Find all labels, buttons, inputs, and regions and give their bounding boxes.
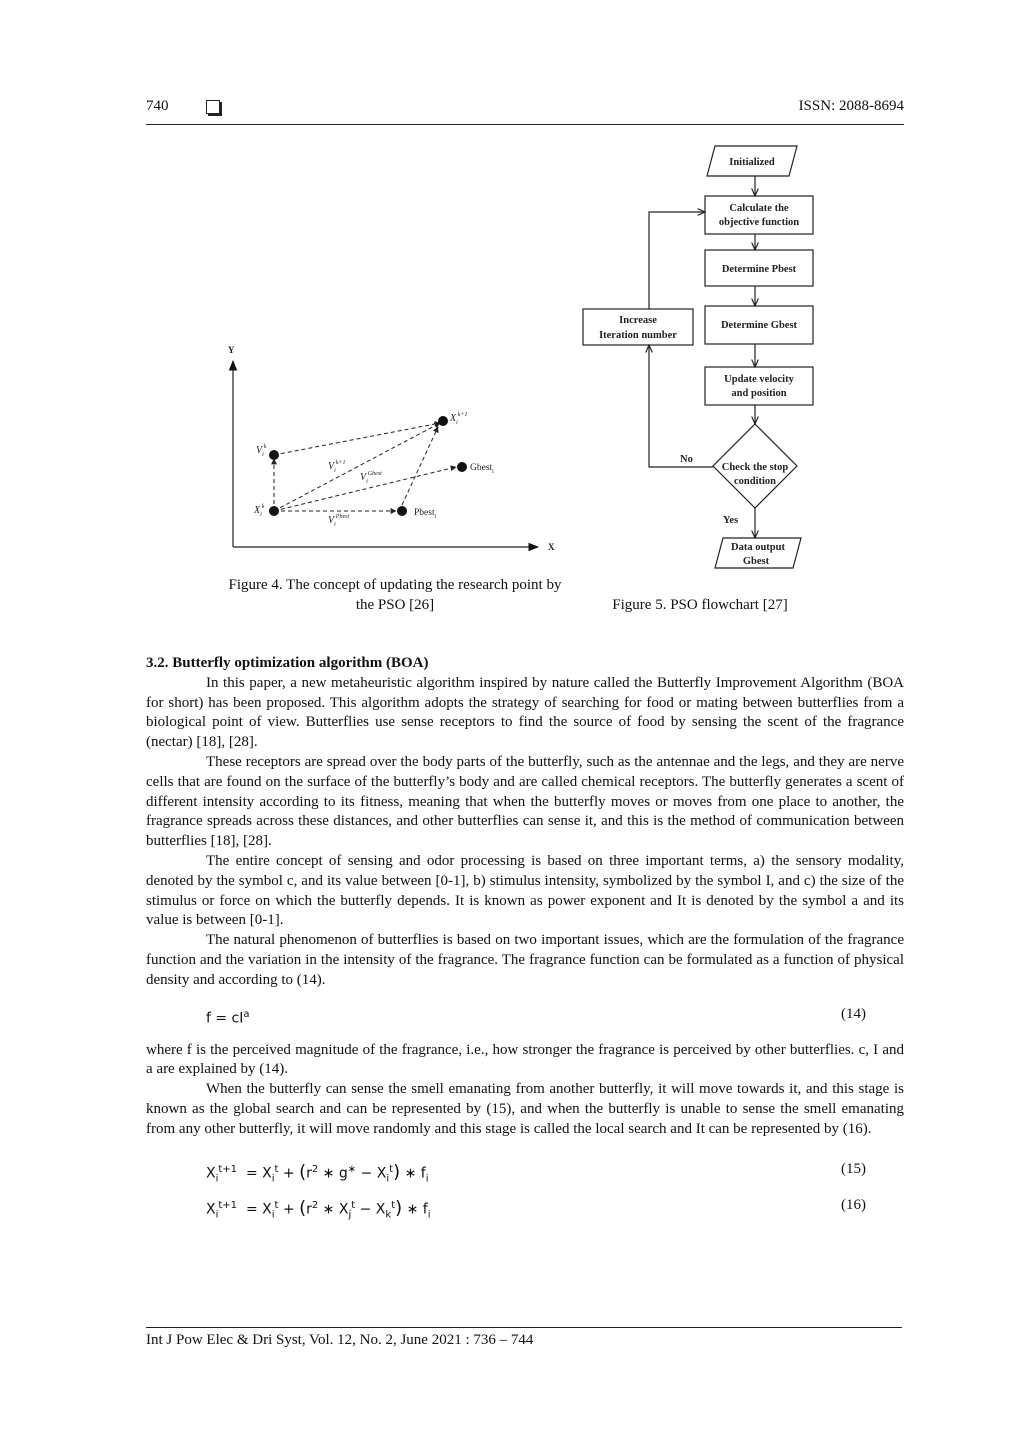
figure-5-caption: Figure 5. PSO flowchart [27] (612, 597, 788, 613)
x-axis-label: X (548, 542, 555, 552)
node-calc-label-1: Calculate the (729, 203, 789, 214)
point-vk (269, 450, 279, 460)
node-check-label-2: condition (733, 476, 777, 487)
point-xk (269, 506, 279, 516)
page-number: 740 (146, 98, 169, 114)
equation-16-number: (16) (841, 1196, 866, 1213)
label-gbest: Gbest$_i$ (470, 463, 494, 475)
section-body (146, 654, 904, 1232)
no-label: No (680, 454, 693, 465)
figure-5-pso-flowchart (575, 140, 825, 574)
node-pbest-label: Determine Pbest (721, 264, 797, 275)
paragraph-4: The natural phenomenon of butterflies is based on two important issues, which are the formulation of the fragrance function and the variation in the intensity of the fragrance. The fragrance function can be formulated as a function of physical density and according to (14). (146, 932, 904, 988)
node-initialized-label: Initialized (729, 157, 775, 168)
equation-14-number: (14) (841, 1005, 866, 1022)
node-output-label-2: Gbest (742, 556, 770, 567)
vector-pbest-to-xk1 (402, 427, 438, 505)
label-vk: $V_i^k$ (256, 444, 267, 458)
label-vk1: $V_i^{k+1}$ (328, 460, 346, 474)
node-gbest-label: Determine Gbest (720, 320, 798, 331)
label-xk1: $X_i^{k+1}$ (450, 412, 468, 426)
equation-16-formula: $X_i^{t+1} = X_i^t + (r^2$ ∗ $X_j^t - X_k^t$) ∗ $f_i$ (206, 1197, 431, 1220)
equation-15-formula: $X_i^{t+1} = X_i^t + (r^2$ ∗ $g^∗ - X_i^t$) ∗ $f_i$ (206, 1161, 429, 1184)
section-heading: 3.2. Butterfly optimization algorithm (BOA) (146, 655, 429, 671)
figure-4-vector-diagram (210, 335, 570, 565)
node-output-label-1: Data output (731, 542, 785, 553)
equation-14 (146, 1005, 904, 1027)
node-calc-label-2: objective function (718, 217, 800, 228)
node-update-label-2: and position (731, 388, 787, 399)
node-increase-label-2: Iteration number (599, 330, 677, 341)
node-calc-shape (705, 196, 813, 234)
equation-15 (146, 1160, 904, 1182)
running-header (146, 98, 904, 125)
no-path (649, 345, 713, 467)
running-footer: Int J Pow Elec & Dri Syst, Vol. 12, No. 2, June 2021 : 736 – 744 (146, 1327, 902, 1349)
paragraph-3: The entire concept of sensing and odor processing is based on three important terms, a) the sensory modality, denoted by the symbol c, and its value between [0-1], b) stimulus intensity, symbolized by the symbol I, and c) the size of the stimulus or force on which the butterfly depends. It is known as power exponent and It is denoted by the symbol a and its value is between [0-1]. (146, 852, 904, 929)
paragraph-6: When the butterfly can sense the smell emanating from another butterfly, it will move towards it, and this stage is known as the global search and can be represented by (15), and when the butterfly is unable to sense the smell emanating from any other butterfly, it will move randomly and this stage is called the local search and It can be represented by (16). (146, 1081, 904, 1137)
paragraph-5: where f is the perceived magnitude of the fragrance, i.e., how stronger the fragrance is perceived by other butterflies. c, I and a are explained by (14). (146, 1041, 904, 1078)
equation-14-formula: $f = cI^a$ (206, 1008, 250, 1027)
point-gbest (457, 462, 467, 472)
issn: ISSN: 2088-8694 (798, 98, 904, 114)
square-bullet-icon (206, 100, 220, 114)
label-xk: $X_i^k$ (254, 504, 265, 518)
paragraph-2: These receptors are spread over the body parts of the butterfly, such as the antennae and the legs, and they are nerve cells that are found on the surface of the butterfly’s body and are called chemical receptors. The butterfly generates a scent of different intensity according to its fitness, meaning that when the butterfly moves or moves from one place to another, the fragrance spreads across these distances, and other butterflies can sense it, and this is the method of communication between butterflies [18], [28]. (146, 753, 904, 850)
y-axis-label: Y (228, 345, 235, 355)
label-vgbest: $V_i^{Gbest}$ (360, 471, 382, 485)
node-check-label-1: Check the stop (721, 462, 789, 473)
vector-xk-to-xk1 (274, 423, 440, 511)
loop-path (649, 212, 705, 309)
node-update-label-1: Update velocity (724, 374, 794, 385)
vector-vk-to-xk1 (274, 423, 440, 455)
paragraph-1: In this paper, a new metaheuristic algorithm inspired by nature called the Butterfly Improvement Algorithm (BOA for short) has been proposed. This algorithm adopts the strategy of searching for food or mating between butterflies from a biological point of view. Butterflies use sense receptors to find the source of food by sensing the scent of the fragrance (nectar) [18], [28]. (146, 674, 904, 751)
yes-label: Yes (723, 515, 739, 526)
point-xk1 (438, 416, 448, 426)
label-pbest: Pbest$_i$ (414, 508, 437, 520)
figure-4-caption: Figure 4. The concept of updating the research point by the PSO [26] (228, 577, 562, 613)
label-vpbest: $V_i^{Pbest}$ (328, 514, 350, 528)
equation-16 (146, 1196, 904, 1218)
node-increase-label-1: Increase (619, 315, 657, 326)
point-pbest (397, 506, 407, 516)
node-update-shape (705, 367, 813, 405)
equation-15-number: (15) (841, 1160, 866, 1177)
